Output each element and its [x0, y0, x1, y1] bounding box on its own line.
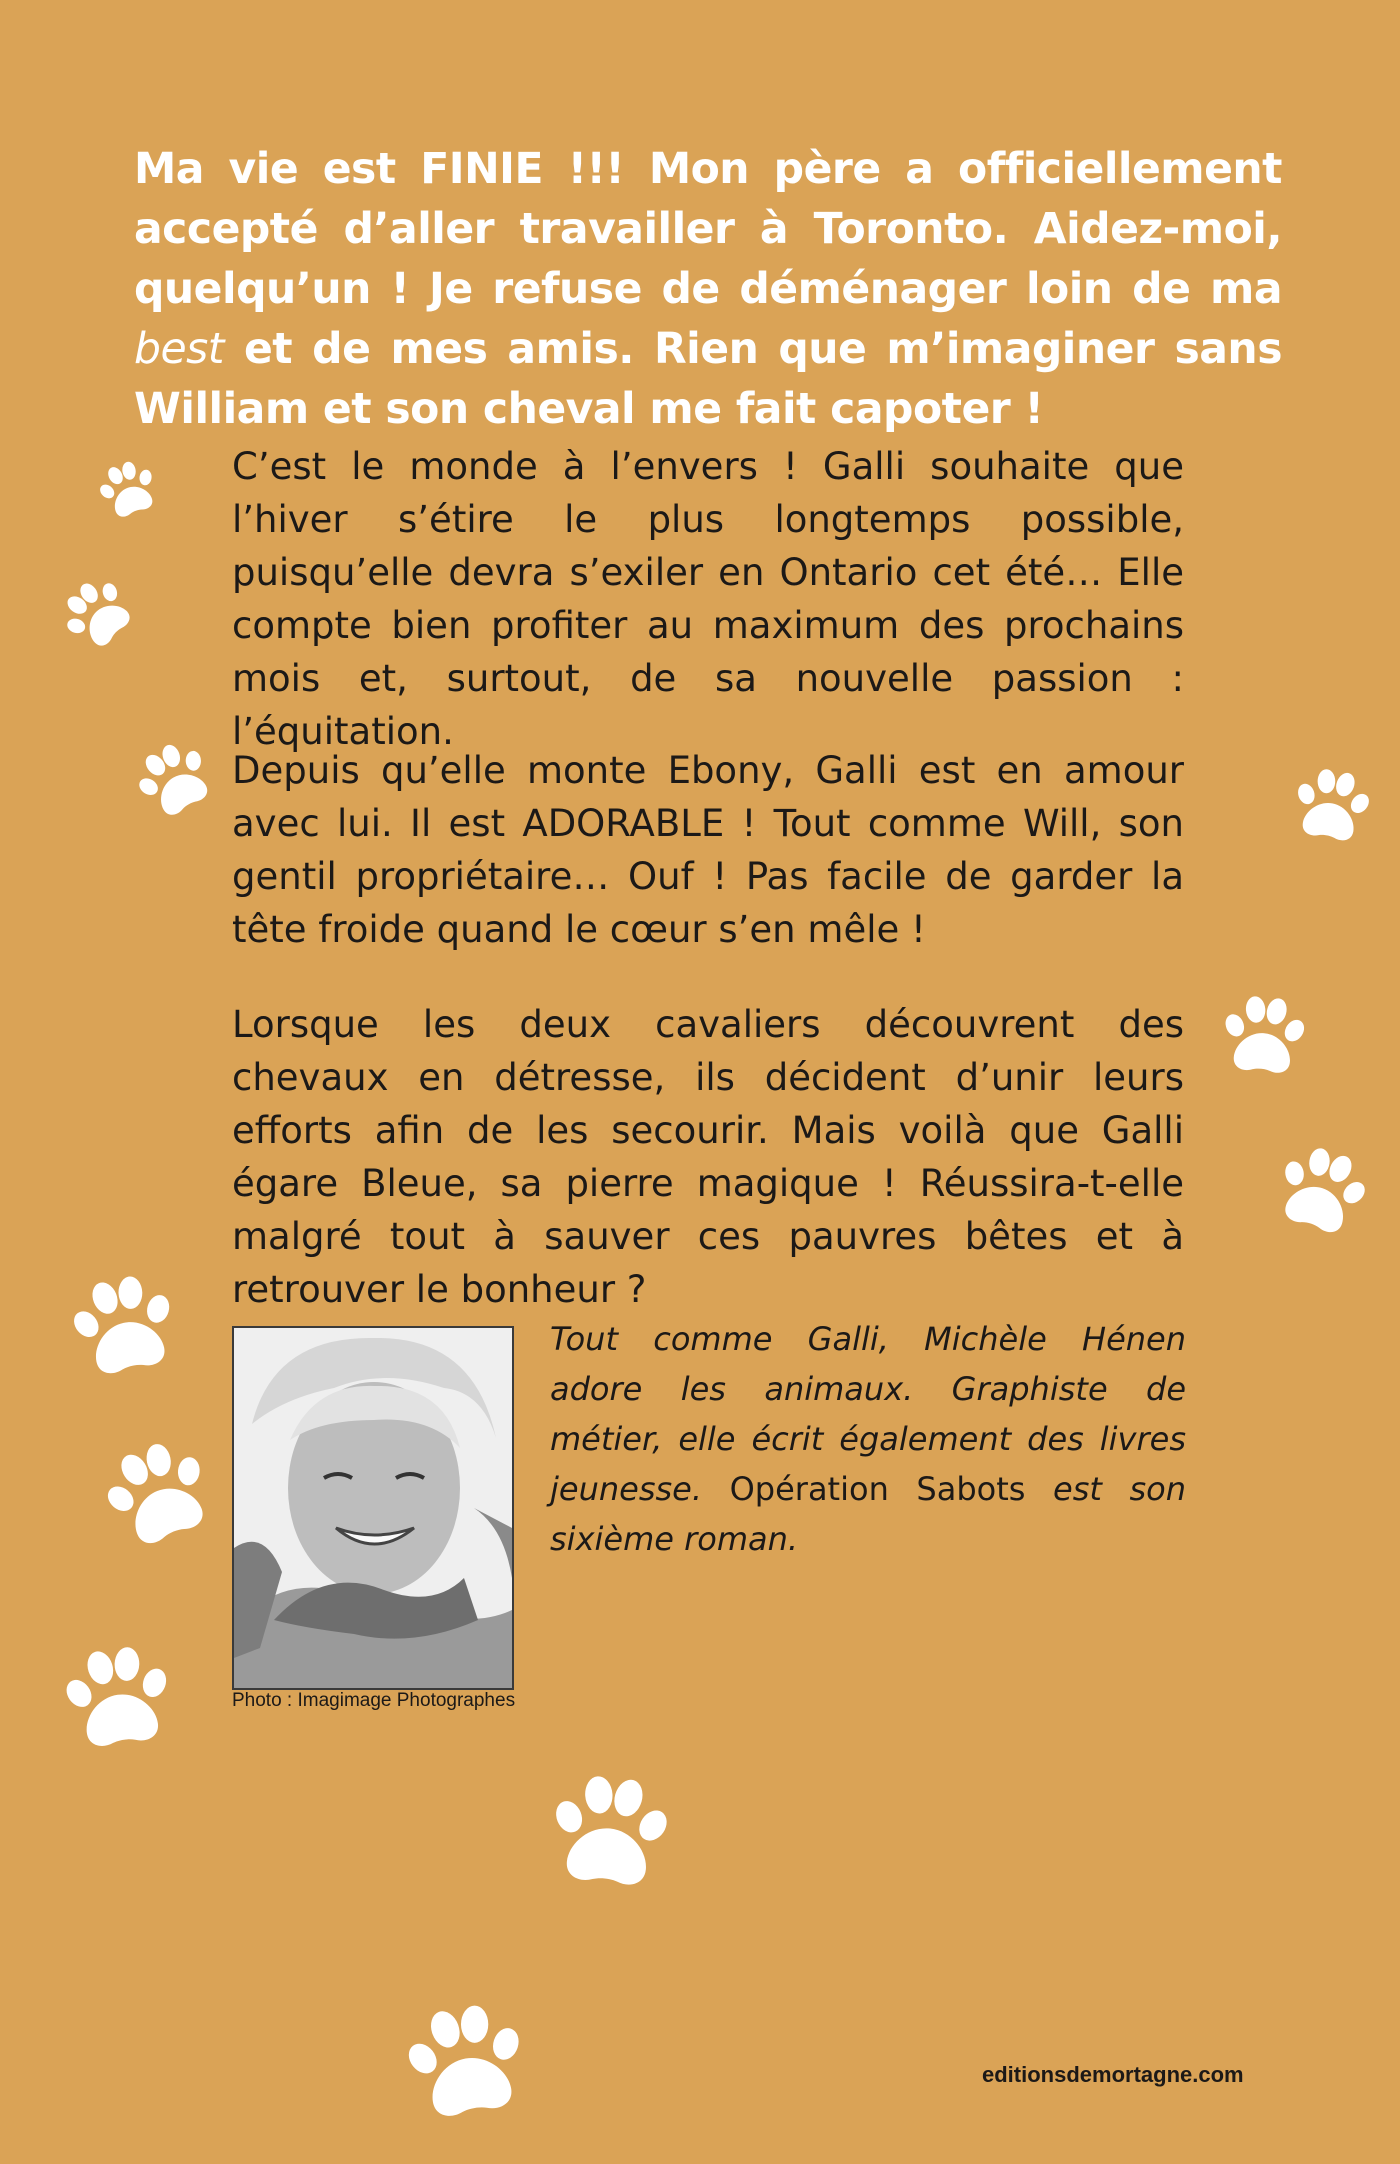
paw-print-icon — [62, 1640, 174, 1754]
paw-print-icon — [1276, 1144, 1368, 1236]
paw-print-icon — [1292, 764, 1372, 846]
hook-text-part2: et de mes amis. Rien que m’imaginer sans William et son cheval me fait capoter ! — [134, 325, 1282, 434]
hook-text-part1: Ma vie est FINIE !!! Mon père a officiellement accepté d’aller travailler à Toronto. Aidez-moi, quelqu’un ! Je refuse de déménager loin de ma — [134, 145, 1282, 314]
hook-paragraph — [134, 140, 1282, 440]
paw-print-icon — [136, 740, 212, 818]
author-bio-part2: est son sixième roman. — [550, 1470, 1186, 1558]
hook-emphasis: best — [134, 325, 224, 374]
paw-print-icon — [1220, 990, 1308, 1080]
paw-print-icon — [98, 458, 158, 520]
author-photo — [232, 1326, 514, 1690]
publisher-website: editionsdemortagne.com — [982, 2062, 1244, 2087]
synopsis-paragraph-3: Lorsque les deux cavaliers découvrent des chevaux en détresse, ils décident d’unir leurs efforts afin de les secourir. Mais voilà que Galli égare Bleue, sa pierre magique ! Réussira-t-elle malgré tout à sauver ces pauvres bêtes et à retrouver le bonheur ? — [232, 1003, 1184, 1311]
paw-print-icon — [70, 1270, 178, 1380]
paw-print-icon — [62, 578, 132, 648]
author-bio-part1: Tout comme Galli, Michèle Hénen adore les animaux. Graphiste de métier, elle écrit également des livres jeunesse. — [550, 1320, 1186, 1508]
paw-print-icon — [404, 1996, 528, 2126]
paw-print-icon — [548, 1768, 672, 1894]
synopsis-paragraph-2: Depuis qu’elle monte Ebony, Galli est en amour avec lui. Il est ADORABLE ! Tout comme Will, son gentil propriétaire… Ouf ! Pas facile de garder la tête froide quand le cœur s’en mêle ! — [232, 749, 1184, 951]
synopsis-paragraph-1: C’est le monde à l’envers ! Galli souhaite que l’hiver s’étire le plus longtemps possible, puisqu’elle devra s’exiler en Ontario cet été… Elle compte bien profiter au maximum des prochains mois et, surtout, de sa nouvelle passion : l’équitation. — [232, 445, 1184, 753]
photo-credit: Photo : Imagimage Photographes — [232, 1690, 516, 1711]
paw-print-icon — [104, 1438, 212, 1548]
author-bio — [550, 1314, 1186, 1564]
book-title: Opération Sabots — [729, 1470, 1026, 1508]
